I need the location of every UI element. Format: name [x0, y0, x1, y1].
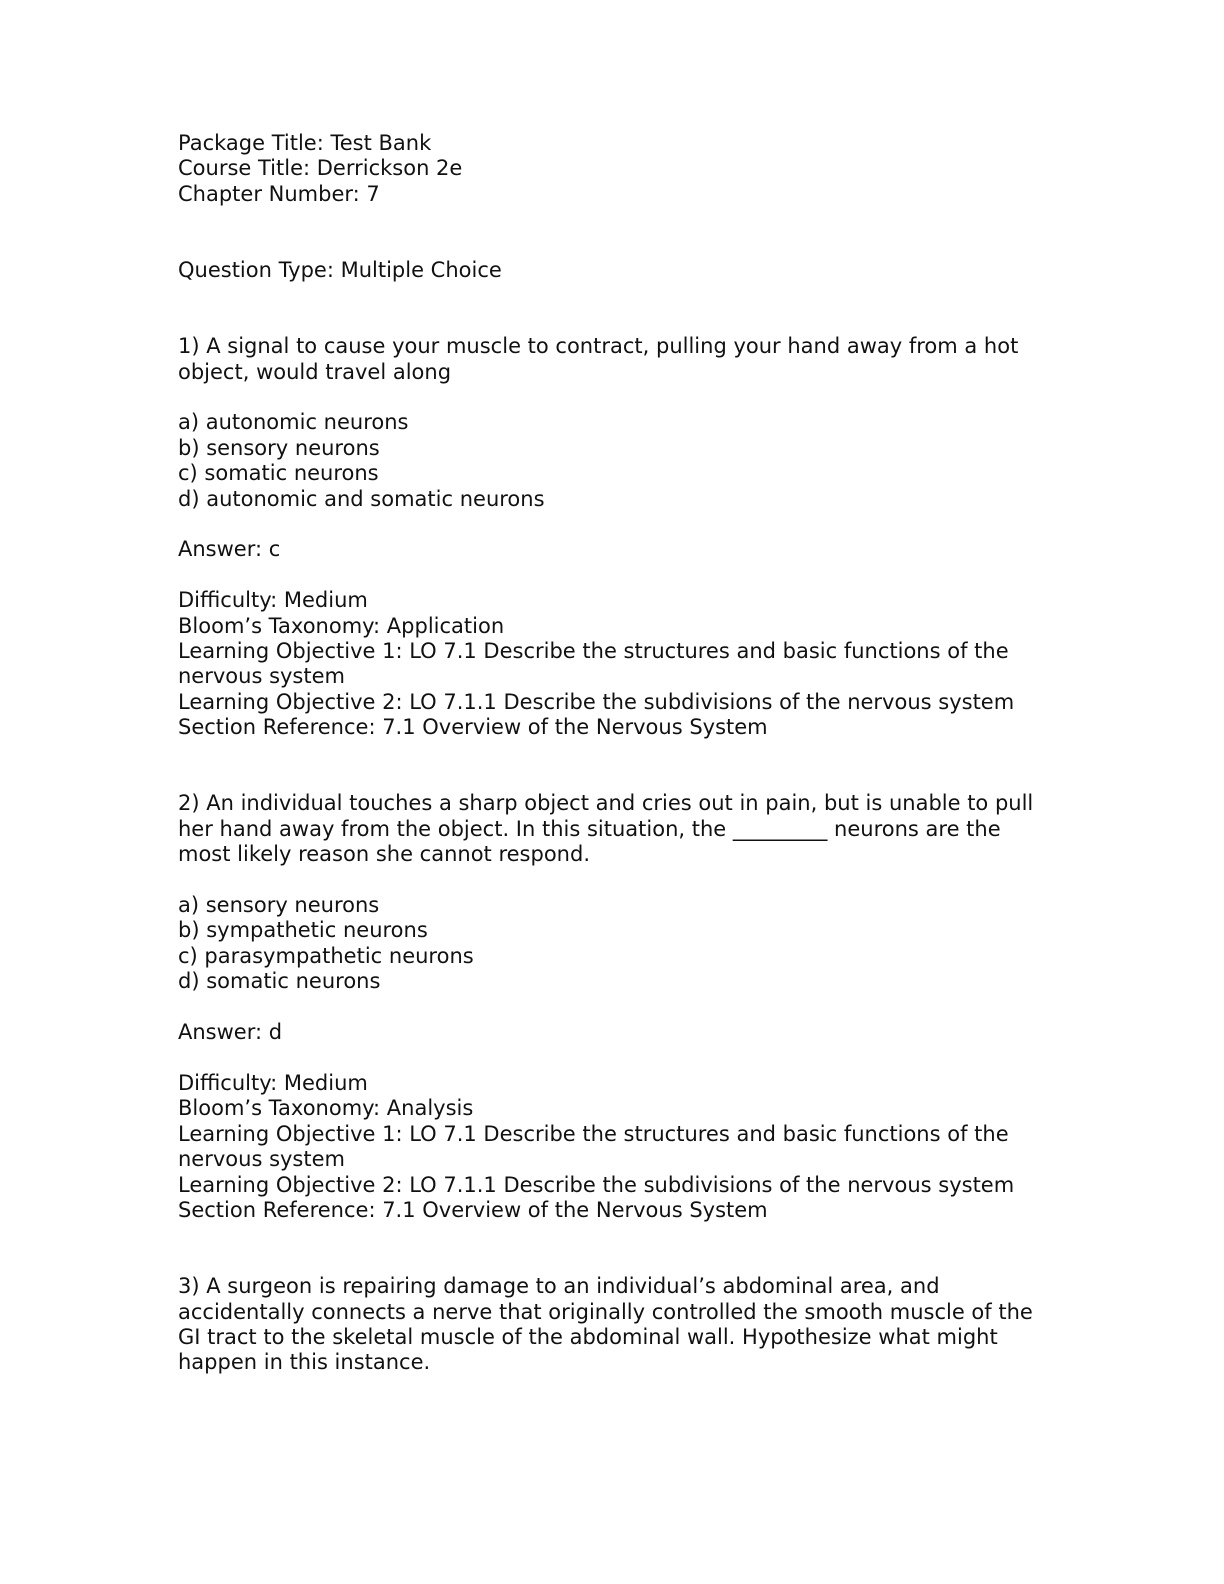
question-3	[178, 1274, 1038, 1376]
course-title: Course Title: Derrickson 2e	[178, 156, 463, 181]
chapter-number: Chapter Number: 7	[178, 181, 380, 206]
question-2-option-d: d) somatic neurons	[178, 969, 381, 994]
question-2-section-reference: Section Reference: 7.1 Overview of the Nervous System	[178, 1197, 768, 1222]
question-2-difficulty: Difficulty: Medium	[178, 1070, 368, 1095]
question-1-option-d: d) autonomic and somatic neurons	[178, 486, 545, 511]
document-page	[178, 131, 1038, 1376]
question-2-answer: Answer: d	[178, 1020, 283, 1045]
question-2-stem: 2) An individual touches a sharp object and cries out in pain, but is unable to pull her hand away from the object. In this situation, the _________ neurons are the most likely reason she cannot respond.	[178, 791, 1034, 867]
package-title: Package Title: Test Bank	[178, 131, 432, 155]
question-2-learning-objective-1: Learning Objective 1: LO 7.1 Describe the structures and basic functions of the nervous system	[178, 1121, 1009, 1172]
question-2-blooms: Bloom’s Taxonomy: Analysis	[178, 1096, 474, 1121]
question-1-learning-objective-2: Learning Objective 2: LO 7.1.1 Describe the subdivisions of the nervous system	[178, 689, 1015, 714]
question-1-option-a: a) autonomic neurons	[178, 410, 409, 435]
question-1	[178, 334, 1038, 740]
question-1-section-reference: Section Reference: 7.1 Overview of the Nervous System	[178, 715, 768, 740]
question-2-option-c: c) parasympathetic neurons	[178, 943, 474, 968]
question-1-answer: Answer: c	[178, 537, 281, 562]
question-2-option-a: a) sensory neurons	[178, 893, 380, 918]
question-2	[178, 791, 1038, 1223]
question-2-option-b: b) sympathetic neurons	[178, 918, 428, 943]
question-1-option-c: c) somatic neurons	[178, 461, 379, 486]
question-1-learning-objective-1: Learning Objective 1: LO 7.1 Describe the structures and basic functions of the nervous system	[178, 639, 1009, 689]
question-3-stem: 3) A surgeon is repairing damage to an individual’s abdominal area, and accidentally connects a nerve that originally controlled the smooth muscle of the GI tract to the skeletal muscle of the abdominal wall. Hypothesize what might happen in this instance.	[178, 1274, 1033, 1375]
question-type: Question Type: Multiple Choice	[178, 258, 502, 283]
question-1-stem: 1) A signal to cause your muscle to contract, pulling your hand away from a hot object, would travel along	[178, 334, 1019, 384]
question-1-difficulty: Difficulty: Medium	[178, 588, 368, 613]
question-2-learning-objective-2: Learning Objective 2: LO 7.1.1 Describe the subdivisions of the nervous system	[178, 1172, 1015, 1197]
question-1-blooms: Bloom’s Taxonomy: Application	[178, 613, 505, 638]
question-1-option-b: b) sensory neurons	[178, 435, 380, 460]
